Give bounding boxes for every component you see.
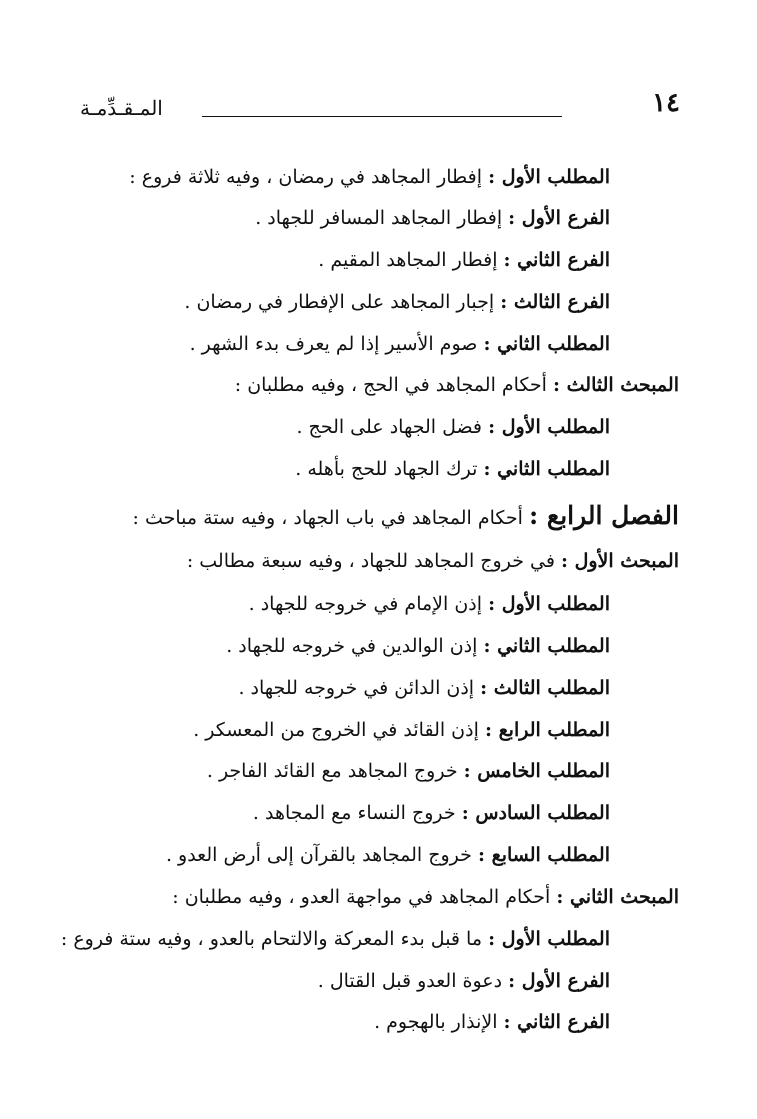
toc-line-matlab bbox=[249, 590, 610, 618]
toc-line-text: خروج النساء مع المجاهد . bbox=[252, 802, 456, 824]
toc-line-mabhath bbox=[235, 371, 679, 399]
toc-line-lead: الفرع الثاني : bbox=[503, 1011, 610, 1033]
toc-line-far bbox=[318, 967, 610, 995]
toc-line-text: خروج المجاهد مع القائد الفاجر . bbox=[206, 760, 458, 782]
toc-line-text: الإنذار بالهجوم . bbox=[374, 1011, 498, 1033]
toc-line-lead: المطلب السادس : bbox=[461, 802, 610, 824]
toc-line-lead: المبحث الثاني : bbox=[556, 886, 679, 908]
toc-line-lead: المطلب الثاني : bbox=[483, 635, 610, 657]
toc-line-text: صوم الأسير إذا لم يعرف بدء الشهر . bbox=[189, 333, 478, 355]
toc-line-text: إجبار المجاهد على الإفطار في رمضان . bbox=[184, 291, 495, 313]
toc-line-lead: الفرع الثاني : bbox=[503, 249, 610, 271]
page-number: ١٤ bbox=[652, 88, 680, 118]
toc-line-matlab bbox=[238, 674, 610, 702]
toc-line-text: إفطار المجاهد المسافر للجهاد . bbox=[255, 207, 503, 229]
toc-line-matlab bbox=[253, 799, 610, 827]
toc-line-text: أحكام المجاهد في مواجهة العدو ، وفيه مطلبان : bbox=[172, 886, 551, 908]
toc-line-lead: المطلب الثالث : bbox=[480, 677, 610, 699]
toc-line-matlab bbox=[226, 632, 610, 660]
toc-line-lead: المطلب الثاني : bbox=[483, 333, 610, 355]
toc-line-lead: الفرع الأول : bbox=[508, 207, 610, 229]
toc-line-text: فضل الجهاد على الحج . bbox=[296, 416, 483, 438]
toc-line-matlab bbox=[193, 716, 610, 744]
toc-line-text: إفطار المجاهد في رمضان ، وفيه ثلاثة فروع : bbox=[129, 166, 483, 188]
toc-line-lead: المطلب الأول : bbox=[488, 928, 610, 950]
toc-line-matlab bbox=[166, 841, 610, 869]
toc-line-lead: المبحث الأول : bbox=[560, 550, 679, 572]
toc-line-mabhath bbox=[172, 883, 679, 911]
toc-line-mabhath bbox=[187, 547, 679, 575]
toc-line-lead: المبحث الثالث : bbox=[553, 374, 679, 396]
toc-line-far bbox=[318, 246, 610, 274]
toc-line-far bbox=[184, 288, 610, 316]
toc-line-matlab bbox=[190, 330, 610, 358]
toc-line-matlab bbox=[129, 163, 610, 191]
toc-line-text: ما قبل بدء المعركة والالتحام بالعدو ، وفيه ستة فروع : bbox=[60, 928, 483, 950]
toc-line-matlab bbox=[295, 455, 610, 483]
toc-line-chapter bbox=[133, 502, 679, 532]
toc-line-matlab bbox=[296, 413, 610, 441]
toc-line-text: في خروج المجاهد للجهاد ، وفيه سبعة مطالب : bbox=[186, 550, 555, 572]
toc-line-far bbox=[374, 1008, 610, 1036]
toc-line-text: إذن القائد في الخروج من المعسكر . bbox=[193, 719, 479, 741]
toc-line-text: خروج المجاهد بالقرآن إلى أرض العدو . bbox=[165, 844, 472, 866]
toc-line-far bbox=[255, 204, 610, 232]
chapter-heading: الفصل الرابع : bbox=[528, 501, 679, 530]
toc-line-lead: المطلب الخامس : bbox=[463, 760, 610, 782]
toc-line-text: إذن الإمام في خروجه للجهاد . bbox=[248, 593, 483, 615]
toc-line-text: أحكام المجاهد في باب الجهاد ، وفيه ستة مباحث : bbox=[132, 507, 523, 529]
toc-line-lead: المطلب الثاني : bbox=[483, 458, 610, 480]
toc-line-text: إفطار المجاهد المقيم . bbox=[318, 249, 498, 271]
toc-line-matlab bbox=[207, 757, 610, 785]
toc-line-text: إذن الدائن في خروجه للجهاد . bbox=[238, 677, 475, 699]
toc-line-text: أحكام المجاهد في الحج ، وفيه مطلبان : bbox=[234, 374, 547, 396]
toc-line-lead: الفرع الأول : bbox=[508, 970, 610, 992]
toc-line-lead: المطلب السابع : bbox=[477, 844, 610, 866]
toc-line-lead: المطلب الأول : bbox=[488, 166, 610, 188]
toc-line-text: إذن الوالدين في خروجه للجهاد . bbox=[226, 635, 478, 657]
toc-line-lead: المطلب الأول : bbox=[488, 593, 610, 615]
running-title: المـقـدِّمـة bbox=[80, 96, 163, 120]
toc-line-lead: المطلب الأول : bbox=[488, 416, 610, 438]
toc-line-lead: المطلب الرابع : bbox=[484, 719, 610, 741]
toc-line-text: دعوة العدو قبل القتال . bbox=[317, 970, 503, 992]
toc-line-text: ترك الجهاد للحج بأهله . bbox=[295, 458, 478, 480]
toc-line-lead: الفرع الثالث : bbox=[500, 291, 610, 313]
toc-line-matlab bbox=[61, 925, 610, 953]
